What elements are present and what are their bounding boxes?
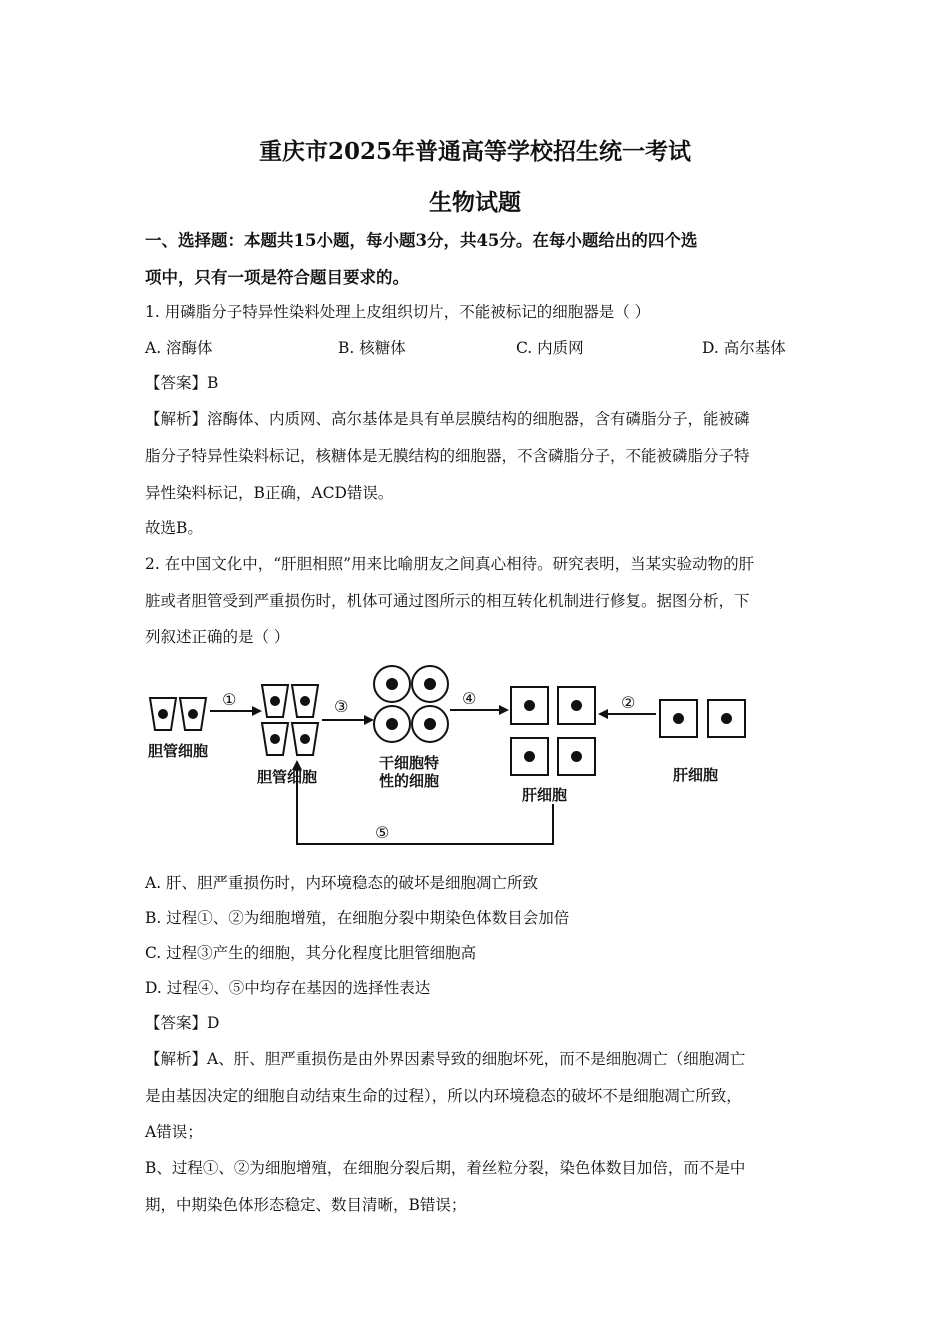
question-2-analysis-line: A错误； [145, 1123, 203, 1141]
question-1-analysis-line: 【解析】溶酶体、内质网、高尔基体是具有单层膜结构的细胞器，含有磷脂分子，能被磷 [145, 410, 750, 428]
question-1-option-c: C. 内质网 [516, 339, 584, 357]
step-2-label: ② [621, 693, 636, 712]
step-5-label: ⑤ [375, 823, 390, 842]
question-1-conclusion: 故选B。 [145, 519, 203, 537]
question-2-option-b: B. 过程①、②为细胞增殖，在细胞分裂中期染色体数目会加倍 [145, 909, 570, 927]
step-3-label: ③ [334, 697, 349, 716]
section-heading-line-1: 一、选择题：本题共15小题，每小题3分，共45分。在每小题给出的四个选 [145, 231, 698, 250]
question-1-option-d: D. 高尔基体 [702, 339, 786, 357]
question-2-stem-line: 2. 在中国文化中，“肝胆相照”用来比喻朋友之间真心相待。研究表明，当某实验动物的肝 [145, 555, 755, 573]
question-1-stem: 1. 用磷脂分子特异性染料处理上皮组织切片，不能被标记的细胞器是（ ） [145, 303, 651, 321]
question-1-analysis-line: 异性染料标记，B正确，ACD错误。 [145, 484, 394, 502]
page-title: 重庆市2025年普通高等学校招生统一考试 [258, 138, 691, 165]
question-2-stem-line: 脏或者胆管受到严重损伤时，机体可通过图所示的相互转化机制进行修复。据图分析，下 [145, 592, 750, 610]
question-2-option-c: C. 过程③产生的细胞，其分化程度比胆管细胞高 [145, 944, 477, 962]
bile-duct-cell-label: 胆管细胞 [257, 768, 318, 786]
page-subtitle: 生物试题 [429, 189, 521, 216]
hepatocyte-label: 肝细胞 [673, 766, 719, 784]
question-2-analysis-line: 【解析】A、肝、胆严重损伤是由外界因素导致的细胞坏死，而不是细胞凋亡（细胞凋亡 [145, 1050, 746, 1068]
question-2-option-d: D. 过程④、⑤中均存在基因的选择性表达 [145, 979, 431, 997]
step-1-label: ① [222, 690, 237, 709]
cell-conversion-diagram [140, 660, 760, 850]
stem-like-cell-label: 干细胞特 [379, 754, 440, 772]
question-1-option-a: A. 溶酶体 [145, 339, 213, 357]
section-heading-line-2: 项中，只有一项是符合题目要求的。 [145, 268, 409, 287]
bile-duct-cell-label: 胆管细胞 [148, 742, 209, 760]
question-1-analysis-line: 脂分子特异性染料标记，核糖体是无膜结构的细胞器，不含磷脂分子，不能被磷脂分子特 [145, 447, 750, 465]
stem-like-cell-label: 性的细胞 [379, 772, 440, 790]
question-2-option-a: A. 肝、胆严重损伤时，内环境稳态的破坏是细胞凋亡所致 [145, 874, 539, 892]
question-2-analysis-line: 是由基因决定的细胞自动结束生命的过程），所以内环境稳态的破坏不是细胞凋亡所致， [145, 1087, 742, 1105]
question-1-answer: 【答案】B [145, 374, 219, 392]
hepatocyte-label: 肝细胞 [522, 786, 568, 804]
question-2-answer: 【答案】D [145, 1014, 220, 1032]
question-2-analysis-line: 期，中期染色体形态稳定、数目清晰，B错误； [145, 1196, 467, 1214]
question-2-analysis-line: B、过程①、②为细胞增殖，在细胞分裂后期，着丝粒分裂，染色体数目加倍，而不是中 [145, 1159, 746, 1177]
question-1-option-b: B. 核糖体 [338, 339, 406, 357]
step-4-label: ④ [462, 689, 477, 708]
question-2-stem-line: 列叙述正确的是（ ） [145, 628, 290, 646]
